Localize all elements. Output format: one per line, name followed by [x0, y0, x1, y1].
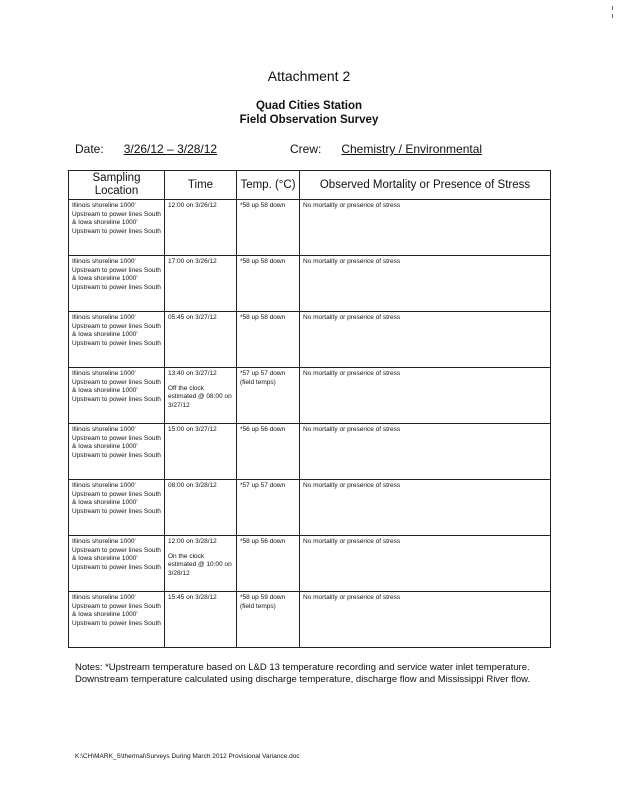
observed-cell [300, 368, 551, 424]
sampling-location-cell [69, 480, 165, 536]
time-cell [165, 256, 237, 312]
time-cell [165, 424, 237, 480]
observed-text: No mortality or presence of stress [303, 370, 401, 377]
time-cell [165, 312, 237, 368]
temp-cell [237, 312, 300, 368]
sampling-location-text: Illinois shoreline 1000' Upstream to power lines South & Iowa shoreline 1000' Upstream to power lines South [72, 258, 161, 291]
time-note: On the clock estimated @ 10:00 on 3/28/12 [168, 552, 232, 577]
observed-cell [300, 424, 551, 480]
attachment-heading: Attachment 2 [267, 68, 351, 84]
time-text: 12:00 on 3/26/12 [168, 202, 217, 209]
table-row [69, 424, 551, 480]
sampling-location-cell [69, 368, 165, 424]
time-text: 17:00 on 3/26/12 [168, 258, 217, 265]
time-cell [165, 592, 237, 648]
table-row [69, 256, 551, 312]
crew-value: Chemistry / Environmental [341, 142, 483, 156]
scan-mark [612, 6, 613, 10]
date-line [75, 142, 223, 156]
file-path-footer: K:\CH\MARK_S\thermal\Surveys During March 2012 Provisional Variance.doc [75, 753, 300, 760]
sampling-location-text: Illinois shoreline 1000' Upstream to power lines South & Iowa shoreline 1000' Upstream to power lines South [72, 370, 161, 403]
sampling-location-text: Illinois shoreline 1000' Upstream to power lines South & Iowa shoreline 1000' Upstream to power lines South [72, 426, 161, 459]
table-header-row [69, 171, 551, 200]
sampling-location-cell [69, 592, 165, 648]
time-cell [165, 368, 237, 424]
survey-title: Field Observation Survey [239, 114, 379, 126]
temp-cell [237, 424, 300, 480]
table-row [69, 536, 551, 592]
observed-cell [300, 536, 551, 592]
temp-cell [237, 592, 300, 648]
sampling-location-cell [69, 256, 165, 312]
sampling-location-text: Illinois shoreline 1000' Upstream to power lines South & Iowa shoreline 1000' Upstream to power lines South [72, 594, 161, 627]
time-text: 08:00 on 3/28/12 [168, 482, 217, 489]
table-row [69, 368, 551, 424]
observed-text: No mortality or presence of stress [303, 538, 401, 545]
observed-cell [300, 480, 551, 536]
sampling-location-cell [69, 200, 165, 256]
temp-text: *58 up 58 down [240, 314, 286, 321]
temp-text: *58 up 58 down [240, 258, 286, 265]
time-text: 05:45 on 3/27/12 [168, 314, 217, 321]
time-cell [165, 536, 237, 592]
time-cell [165, 480, 237, 536]
table-row [69, 312, 551, 368]
temp-text: *58 up 58 down [240, 202, 286, 209]
station-name: Quad Cities Station [255, 100, 363, 112]
header-temp: Temp. (°C) [237, 171, 300, 200]
table-row [69, 200, 551, 256]
temp-text: *56 up 56 down [240, 426, 286, 433]
temp-text: *58 up 59 down (field temps) [240, 594, 286, 610]
time-note: Off the clock estimated @ 08:00 on 3/27/12 [168, 384, 232, 409]
header-sampling-location: Sampling Location [69, 171, 165, 200]
crew-label: Crew: [290, 142, 322, 156]
header-time: Time [165, 171, 237, 200]
observed-text: No mortality or presence of stress [303, 594, 401, 601]
temp-cell [237, 536, 300, 592]
temp-text: *57 up 57 down (field temps) [240, 370, 286, 386]
observed-cell [300, 200, 551, 256]
sampling-location-text: Illinois shoreline 1000' Upstream to power lines South & Iowa shoreline 1000' Upstream to power lines South [72, 482, 161, 515]
observation-table [68, 170, 551, 648]
date-label: Date: [75, 142, 104, 156]
temp-text: *57 up 57 down [240, 482, 286, 489]
observed-cell [300, 312, 551, 368]
temp-text: *58 up 56 down [240, 538, 286, 545]
temp-cell [237, 256, 300, 312]
temp-cell [237, 368, 300, 424]
table-body [69, 200, 551, 648]
observed-text: No mortality or presence of stress [303, 426, 401, 433]
table-row [69, 480, 551, 536]
date-value: 3/26/12 – 3/28/12 [123, 142, 218, 156]
observed-text: No mortality or presence of stress [303, 314, 401, 321]
time-text: 15:00 on 3/27/12 [168, 426, 217, 433]
sampling-location-cell [69, 424, 165, 480]
observed-cell [300, 592, 551, 648]
temp-cell [237, 200, 300, 256]
observed-text: No mortality or presence of stress [303, 482, 401, 489]
time-text: 15:45 on 3/28/12 [168, 594, 217, 601]
crew-line [290, 142, 488, 156]
header-observed: Observed Mortality or Presence of Stress [300, 171, 551, 200]
time-text: 12:00 on 3/28/12 [168, 538, 217, 545]
time-text: 13:40 on 3/27/12 [168, 370, 217, 377]
document-title [0, 99, 618, 127]
sampling-location-text: Illinois shoreline 1000' Upstream to power lines South & Iowa shoreline 1000' Upstream to power lines South [72, 538, 161, 571]
sampling-location-text: Illinois shoreline 1000' Upstream to power lines South & Iowa shoreline 1000' Upstream to power lines South [72, 314, 161, 347]
observed-cell [300, 256, 551, 312]
table-row [69, 592, 551, 648]
sampling-location-cell [69, 312, 165, 368]
observed-text: No mortality or presence of stress [303, 258, 401, 265]
scan-mark [612, 14, 613, 18]
temp-cell [237, 480, 300, 536]
observed-text: No mortality or presence of stress [303, 202, 401, 209]
notes: Notes: *Upstream temperature based on L&D 13 temperature recording and service water inlet temperature. Downstream temperature calculated using discharge temperature, discharge flow and Mississippi River flow. [75, 662, 531, 685]
sampling-location-text: Illinois shoreline 1000' Upstream to power lines South & Iowa shoreline 1000' Upstream to power lines South [72, 202, 161, 235]
time-cell [165, 200, 237, 256]
sampling-location-cell [69, 536, 165, 592]
